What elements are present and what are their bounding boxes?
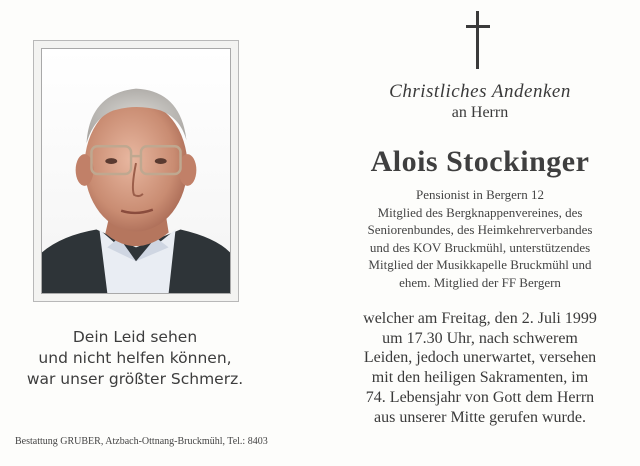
undertaker-info: Bestattung GRUBER, Atzbach-Ottnang-Bruckmühl, Tel.: 8403 xyxy=(15,436,268,447)
bio-line: Mitglied der Musikkapelle Bruckmühl und xyxy=(368,257,592,272)
text-line: Leiden, jedoch unerwartet, versehen xyxy=(363,349,597,367)
quote-line: und nicht helfen können, xyxy=(38,349,232,367)
photo-frame xyxy=(33,40,239,302)
subheading: an Herrn xyxy=(451,104,509,121)
portrait-photo-icon xyxy=(42,49,230,293)
quote-line: war unser größter Schmerz. xyxy=(26,370,244,388)
bio-line: Pensionist in Bergern 12 xyxy=(416,187,544,202)
bio-line: ehem. Mitglied der FF Bergern xyxy=(399,274,561,290)
text-line: 74. Lebensjahr von Gott dem Herrn xyxy=(365,388,595,406)
bio-line: und des KOV Bruckmühl, unterstützendes xyxy=(369,239,591,255)
quote-line: Dein Leid sehen xyxy=(72,328,198,346)
quote xyxy=(20,327,250,390)
text-line: mit den heiligen Sakramenten, im xyxy=(371,369,589,387)
bio-line: Seniorenbundes, des Heimkehrerverbandes xyxy=(367,222,593,237)
deceased-name: Alois Stockinger xyxy=(370,145,590,178)
text-line: aus unserer Mitte gerufen wurde. xyxy=(374,408,586,426)
portrait-photo xyxy=(41,48,231,294)
bio-line: Mitglied des Bergknappenvereines, des xyxy=(377,204,583,220)
heading: Christliches Andenken xyxy=(389,81,571,102)
cross-icon xyxy=(466,11,490,69)
text-line: um 17.30 Uhr, nach schwerem xyxy=(382,329,578,347)
text-line: welcher am Freitag, den 2. Juli 1999 xyxy=(363,310,597,327)
death-notice-text xyxy=(330,309,630,427)
biography xyxy=(330,186,630,291)
